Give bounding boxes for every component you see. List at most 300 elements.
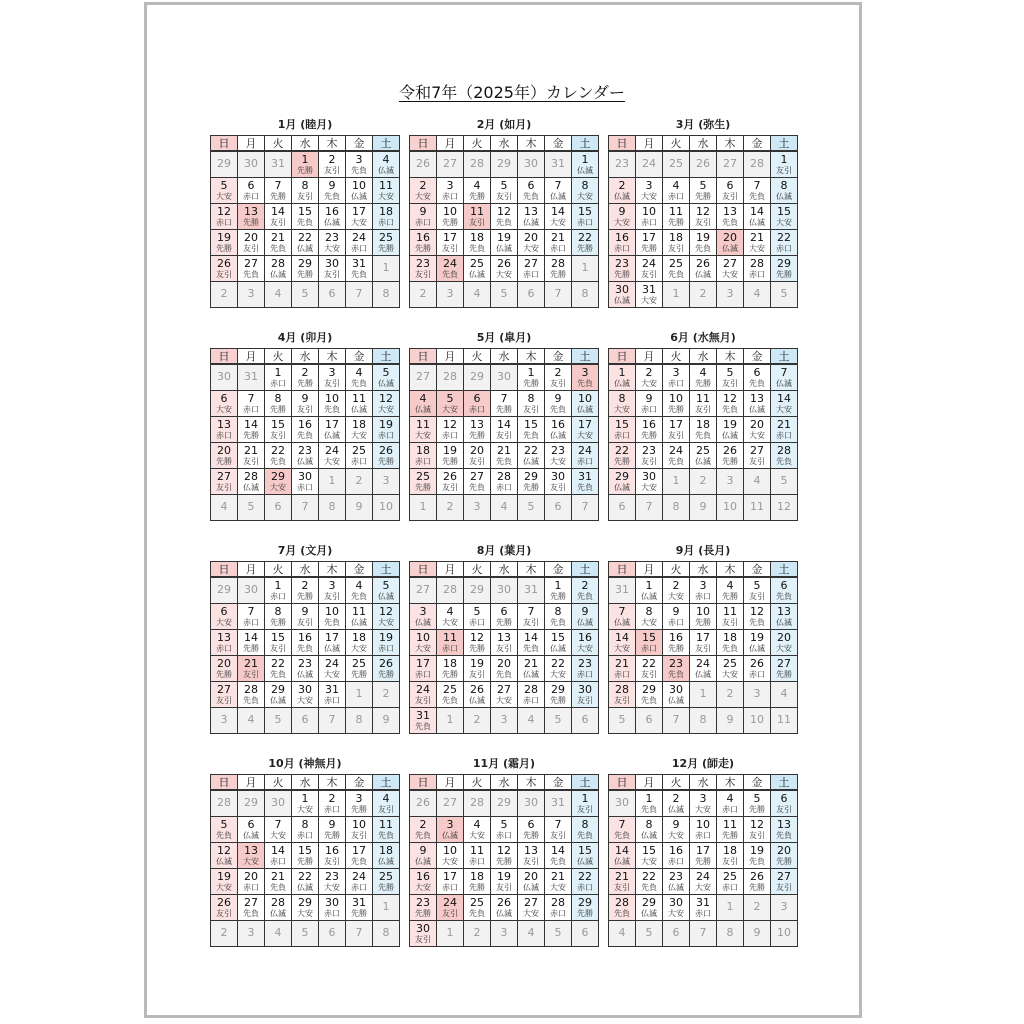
rokuyo-label: 大安: [523, 244, 539, 253]
rokuyo-label: 赤口: [270, 592, 286, 601]
other-month-day: [491, 578, 518, 604]
day-number: 8: [672, 500, 680, 513]
other-month-day: [518, 282, 545, 308]
other-month-day: [744, 895, 771, 921]
day-cell: [292, 817, 319, 843]
day-number: 1: [581, 153, 589, 166]
other-month-day: [690, 495, 717, 521]
day-cell: [373, 417, 400, 443]
weekday-header: [608, 774, 798, 791]
day-number: 7: [328, 713, 336, 726]
weekday-header: [409, 774, 599, 791]
day-number: 1: [726, 900, 734, 913]
day-cell: [292, 469, 319, 495]
day-number: 4: [274, 926, 282, 939]
day-cell: [491, 417, 518, 443]
day-cell: [437, 443, 464, 469]
other-month-day: [319, 469, 346, 495]
rokuyo-label: 赤口: [297, 831, 313, 840]
day-cell: [636, 391, 663, 417]
rokuyo-label: 仏滅: [668, 805, 684, 814]
rokuyo-label: 友引: [749, 457, 765, 466]
day-cell: [572, 204, 599, 230]
day-number: 16: [325, 844, 339, 857]
rokuyo-label: 赤口: [469, 405, 485, 414]
day-number: 31: [271, 157, 285, 170]
day-number: 26: [443, 470, 457, 483]
day-number: 25: [669, 257, 683, 270]
day-cell: [464, 256, 491, 282]
day-cell: [663, 895, 690, 921]
day-number: 19: [497, 870, 511, 883]
day-number: 31: [551, 796, 565, 809]
rokuyo-label: 友引: [749, 592, 765, 601]
rokuyo-label: 大安: [216, 618, 232, 627]
weekday-label: 土: [572, 349, 598, 363]
rokuyo-label: 友引: [776, 805, 792, 814]
day-number: 30: [271, 796, 285, 809]
day-cell: [663, 365, 690, 391]
day-number: 27: [777, 870, 791, 883]
weekday-label: 日: [211, 349, 238, 363]
day-cell: [690, 443, 717, 469]
day-cell: [346, 152, 373, 178]
day-cell: [238, 391, 265, 417]
rokuyo-label: 大安: [641, 483, 657, 492]
rokuyo-label: 大安: [577, 192, 593, 201]
day-cell: [545, 817, 572, 843]
rokuyo-label: 先負: [351, 592, 367, 601]
day-cell: [292, 230, 319, 256]
day-number: 6: [581, 713, 589, 726]
day-number: 7: [247, 392, 255, 405]
other-month-day: [663, 152, 690, 178]
rokuyo-label: 先負: [776, 457, 792, 466]
other-month-day: [771, 469, 798, 495]
day-number: 30: [298, 683, 312, 696]
rokuyo-label: 友引: [270, 431, 286, 440]
day-number: 23: [615, 257, 629, 270]
day-cell: [663, 391, 690, 417]
rokuyo-label: 友引: [324, 592, 340, 601]
day-grid: [409, 152, 599, 308]
rokuyo-label: 先勝: [351, 909, 367, 918]
day-number: 10: [777, 926, 791, 939]
other-month-day: [238, 921, 265, 947]
other-month-day: [771, 282, 798, 308]
other-month-day: [771, 921, 798, 947]
day-number: 4: [220, 500, 228, 513]
day-number: 20: [217, 444, 231, 457]
rokuyo-label: 赤口: [442, 431, 458, 440]
day-cell: [609, 817, 636, 843]
other-month-day: [545, 152, 572, 178]
day-number: 27: [244, 257, 258, 270]
rokuyo-label: 友引: [776, 166, 792, 175]
rokuyo-label: 大安: [324, 883, 340, 892]
day-cell: [437, 817, 464, 843]
day-cell: [545, 230, 572, 256]
rokuyo-label: 友引: [496, 192, 512, 201]
rokuyo-label: 大安: [668, 909, 684, 918]
day-number: 13: [723, 205, 737, 218]
day-number: 14: [551, 844, 565, 857]
rokuyo-label: 仏滅: [297, 670, 313, 679]
day-number: 18: [352, 631, 366, 644]
day-number: 2: [699, 474, 707, 487]
day-number: 16: [298, 418, 312, 431]
day-number: 14: [271, 205, 285, 218]
rokuyo-label: 大安: [523, 909, 539, 918]
other-month-day: [437, 578, 464, 604]
day-number: 12: [379, 605, 393, 618]
day-number: 4: [672, 179, 680, 192]
day-cell: [572, 443, 599, 469]
rokuyo-label: 赤口: [270, 857, 286, 866]
other-month-day: [238, 495, 265, 521]
day-cell: [491, 895, 518, 921]
weekday-label: 木: [717, 775, 744, 789]
day-cell: [609, 604, 636, 630]
day-number: 7: [618, 605, 626, 618]
day-number: 16: [578, 631, 592, 644]
day-number: 11: [352, 605, 366, 618]
day-number: 18: [443, 657, 457, 670]
weekday-label: 金: [346, 775, 373, 789]
other-month-day: [265, 921, 292, 947]
day-number: 17: [325, 418, 339, 431]
rokuyo-label: 友引: [469, 457, 485, 466]
weekday-label: 月: [238, 136, 265, 150]
day-cell: [609, 656, 636, 682]
day-number: 27: [497, 683, 511, 696]
rokuyo-label: 赤口: [415, 218, 431, 227]
day-cell: [292, 895, 319, 921]
day-number: 14: [524, 631, 538, 644]
day-cell: [319, 843, 346, 869]
other-month-day: [690, 282, 717, 308]
day-number: 15: [298, 844, 312, 857]
day-cell: [464, 895, 491, 921]
day-cell: [663, 578, 690, 604]
other-month-day: [373, 495, 400, 521]
weekday-label: 月: [636, 136, 663, 150]
day-number: 17: [325, 631, 339, 644]
day-number: 23: [615, 157, 629, 170]
rokuyo-label: 先勝: [523, 379, 539, 388]
day-number: 6: [301, 713, 309, 726]
day-cell: [211, 817, 238, 843]
day-number: 26: [497, 896, 511, 909]
other-month-day: [717, 682, 744, 708]
day-cell: [717, 256, 744, 282]
rokuyo-label: 先負: [442, 696, 458, 705]
day-cell: [292, 604, 319, 630]
day-number: 20: [524, 231, 538, 244]
day-cell: [265, 895, 292, 921]
day-number: 4: [382, 792, 390, 805]
day-cell: [609, 417, 636, 443]
day-cell: [319, 443, 346, 469]
rokuyo-label: 先勝: [523, 483, 539, 492]
rokuyo-label: 先勝: [722, 592, 738, 601]
rokuyo-label: 先勝: [641, 431, 657, 440]
day-cell: [744, 204, 771, 230]
weekday-label: 火: [663, 349, 690, 363]
weekday-label: 水: [491, 562, 518, 576]
other-month-day: [238, 282, 265, 308]
day-cell: [545, 604, 572, 630]
day-number: 16: [642, 418, 656, 431]
day-number: 3: [247, 287, 255, 300]
rokuyo-label: 大安: [695, 883, 711, 892]
day-number: 1: [419, 500, 427, 513]
day-cell: [717, 365, 744, 391]
day-cell: [265, 578, 292, 604]
day-number: 2: [220, 287, 228, 300]
day-number: 16: [416, 870, 430, 883]
day-number: 23: [325, 231, 339, 244]
day-number: 6: [527, 818, 535, 831]
day-number: 6: [500, 605, 508, 618]
day-cell: [238, 656, 265, 682]
day-number: 30: [578, 683, 592, 696]
rokuyo-label: 先勝: [216, 670, 232, 679]
rokuyo-label: 大安: [668, 831, 684, 840]
rokuyo-label: 先勝: [243, 431, 259, 440]
other-month-day: [346, 495, 373, 521]
day-cell: [663, 682, 690, 708]
rokuyo-label: 先負: [722, 405, 738, 414]
day-number: 16: [325, 205, 339, 218]
day-cell: [663, 630, 690, 656]
day-number: 8: [645, 818, 653, 831]
rokuyo-label: 仏滅: [270, 270, 286, 279]
weekday-label: 日: [609, 349, 636, 363]
day-cell: [609, 365, 636, 391]
day-number: 1: [699, 687, 707, 700]
other-month-day: [437, 495, 464, 521]
day-number: 31: [352, 257, 366, 270]
day-number: 30: [642, 470, 656, 483]
day-number: 4: [527, 926, 535, 939]
other-month-day: [663, 921, 690, 947]
day-number: 6: [780, 792, 788, 805]
weekday-label: 土: [572, 562, 598, 576]
rokuyo-label: 仏滅: [550, 431, 566, 440]
day-cell: [491, 443, 518, 469]
day-number: 2: [554, 366, 562, 379]
rokuyo-label: 赤口: [776, 244, 792, 253]
rokuyo-label: 先負: [216, 831, 232, 840]
day-number: 17: [642, 231, 656, 244]
day-number: 24: [696, 657, 710, 670]
rokuyo-label: 大安: [577, 644, 593, 653]
other-month-day: [518, 791, 545, 817]
day-cell: [373, 178, 400, 204]
day-cell: [771, 578, 798, 604]
day-number: 26: [217, 896, 231, 909]
day-number: 27: [217, 470, 231, 483]
day-cell: [636, 682, 663, 708]
month-calendar: [210, 328, 400, 521]
rokuyo-label: 仏滅: [668, 883, 684, 892]
day-number: 20: [750, 418, 764, 431]
rokuyo-label: 先負: [550, 618, 566, 627]
day-cell: [572, 630, 599, 656]
rokuyo-label: 先負: [641, 883, 657, 892]
month-calendar: [210, 115, 400, 308]
day-number: 28: [443, 583, 457, 596]
day-cell: [437, 682, 464, 708]
day-cell: [319, 391, 346, 417]
day-number: 15: [642, 844, 656, 857]
rokuyo-label: 友引: [469, 670, 485, 679]
day-cell: [636, 365, 663, 391]
other-month-day: [346, 469, 373, 495]
day-number: 6: [220, 392, 228, 405]
rokuyo-label: 赤口: [641, 218, 657, 227]
day-number: 19: [750, 844, 764, 857]
day-cell: [609, 282, 636, 308]
weekday-label: 水: [690, 349, 717, 363]
rokuyo-label: 仏滅: [577, 405, 593, 414]
day-cell: [292, 443, 319, 469]
rokuyo-label: 仏滅: [695, 457, 711, 466]
rokuyo-label: 仏滅: [749, 644, 765, 653]
rokuyo-label: 先負: [749, 857, 765, 866]
day-number: 13: [244, 205, 258, 218]
rokuyo-label: 先勝: [469, 192, 485, 201]
rokuyo-label: 友引: [550, 483, 566, 492]
day-number: 9: [554, 392, 562, 405]
day-number: 5: [274, 713, 282, 726]
rokuyo-label: 赤口: [442, 883, 458, 892]
rokuyo-label: 大安: [442, 405, 458, 414]
day-cell: [373, 656, 400, 682]
day-number: 28: [615, 896, 629, 909]
day-cell: [609, 391, 636, 417]
rokuyo-label: 友引: [351, 831, 367, 840]
day-number: 7: [500, 392, 508, 405]
day-cell: [771, 204, 798, 230]
rokuyo-label: 友引: [324, 379, 340, 388]
day-cell: [744, 869, 771, 895]
rokuyo-label: 先勝: [442, 670, 458, 679]
day-number: 4: [473, 179, 481, 192]
rokuyo-label: 先勝: [297, 379, 313, 388]
day-number: 12: [750, 605, 764, 618]
day-cell: [717, 869, 744, 895]
day-number: 6: [527, 179, 535, 192]
day-cell: [265, 656, 292, 682]
rokuyo-label: 大安: [415, 192, 431, 201]
other-month-day: [609, 152, 636, 178]
rokuyo-label: 先勝: [324, 831, 340, 840]
rokuyo-label: 大安: [297, 909, 313, 918]
day-cell: [609, 630, 636, 656]
day-number: 6: [473, 392, 481, 405]
day-number: 31: [551, 157, 565, 170]
day-number: 12: [443, 418, 457, 431]
day-number: 21: [244, 444, 258, 457]
other-month-day: [491, 282, 518, 308]
day-number: 11: [696, 392, 710, 405]
rokuyo-label: 先負: [324, 192, 340, 201]
day-number: 21: [497, 444, 511, 457]
weekday-label: 金: [744, 349, 771, 363]
rokuyo-label: 友引: [415, 935, 431, 944]
other-month-day: [211, 365, 238, 391]
day-cell: [319, 869, 346, 895]
day-cell: [518, 869, 545, 895]
day-number: 24: [352, 870, 366, 883]
rokuyo-label: 仏滅: [776, 192, 792, 201]
day-cell: [319, 417, 346, 443]
other-month-day: [717, 921, 744, 947]
day-number: 7: [554, 818, 562, 831]
day-cell: [292, 682, 319, 708]
rokuyo-label: 先勝: [378, 244, 394, 253]
day-number: 10: [352, 818, 366, 831]
day-number: 13: [217, 418, 231, 431]
weekday-label: 金: [545, 775, 572, 789]
day-number: 3: [382, 474, 390, 487]
weekday-label: 火: [464, 136, 491, 150]
day-cell: [211, 843, 238, 869]
day-number: 19: [443, 444, 457, 457]
day-cell: [410, 417, 437, 443]
day-number: 27: [723, 257, 737, 270]
rokuyo-label: 大安: [378, 405, 394, 414]
rokuyo-label: 大安: [442, 857, 458, 866]
rokuyo-label: 先負: [614, 909, 630, 918]
day-cell: [238, 417, 265, 443]
day-cell: [464, 682, 491, 708]
day-number: 10: [352, 179, 366, 192]
day-cell: [636, 895, 663, 921]
rokuyo-label: 赤口: [351, 457, 367, 466]
day-cell: [211, 178, 238, 204]
weekday-label: 月: [437, 562, 464, 576]
day-number: 10: [642, 205, 656, 218]
rokuyo-label: 先勝: [749, 805, 765, 814]
day-number: 20: [244, 870, 258, 883]
other-month-day: [410, 578, 437, 604]
day-number: 12: [379, 392, 393, 405]
other-month-day: [373, 895, 400, 921]
day-cell: [771, 152, 798, 178]
day-number: 21: [777, 418, 791, 431]
day-number: 25: [352, 657, 366, 670]
day-number: 4: [618, 926, 626, 939]
day-number: 27: [524, 896, 538, 909]
weekday-label: 火: [265, 136, 292, 150]
other-month-day: [690, 682, 717, 708]
day-cell: [211, 469, 238, 495]
day-number: 16: [669, 844, 683, 857]
day-cell: [518, 895, 545, 921]
other-month-day: [464, 152, 491, 178]
day-cell: [265, 365, 292, 391]
rokuyo-label: 赤口: [216, 218, 232, 227]
weekday-label: 月: [636, 349, 663, 363]
other-month-day: [238, 578, 265, 604]
rokuyo-label: 先勝: [270, 618, 286, 627]
day-number: 8: [301, 818, 309, 831]
day-number: 1: [554, 579, 562, 592]
day-cell: [346, 843, 373, 869]
